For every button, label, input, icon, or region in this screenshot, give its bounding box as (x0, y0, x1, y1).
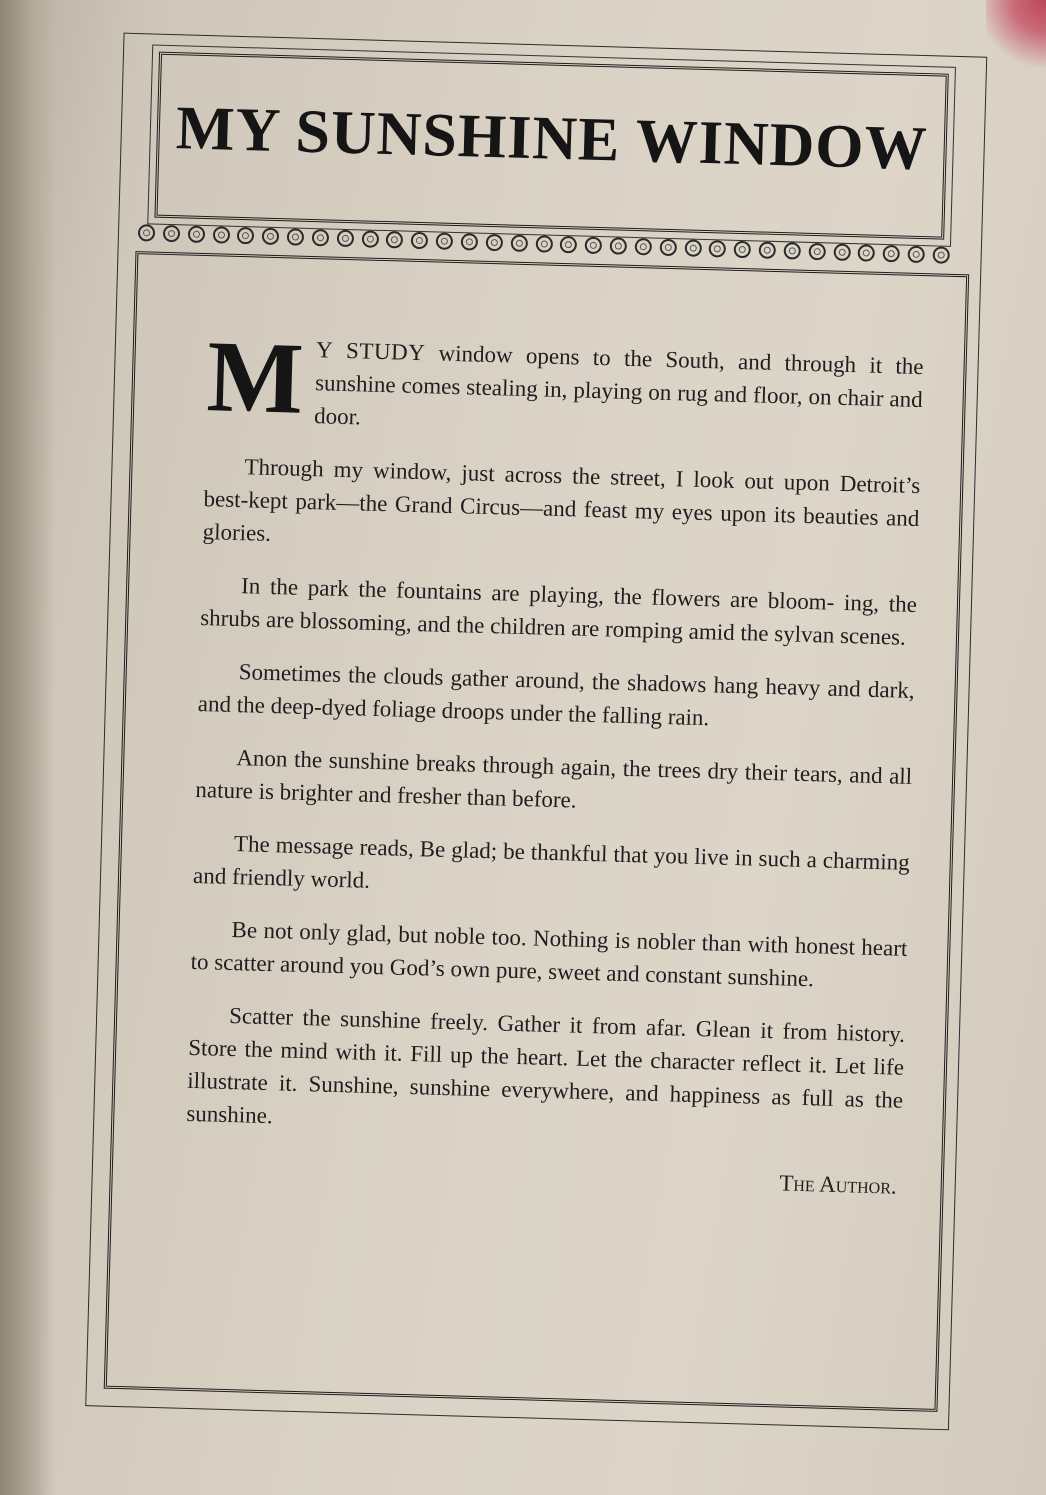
ring-ornament-icon (908, 245, 925, 262)
ring-ornament-icon (535, 235, 552, 252)
ring-ornament-icon (833, 243, 850, 260)
ring-ornament-icon (610, 237, 627, 254)
paragraph-lead-words: Y STUDY (315, 337, 426, 366)
ring-ornament-icon (808, 242, 825, 259)
essay-text (185, 320, 925, 1203)
paragraph-4: Sometimes the clouds gather around, the shadows hang heavy and dark, and the deep-dyed foliage droops under the falling rain. (197, 659, 915, 731)
ring-ornament-icon (858, 244, 875, 261)
paragraph-3: In the park the fountains are playing, the flowers are bloom- ing, the shrubs are blossoming, and the children are romping amid the sylvan scenes. (199, 573, 918, 650)
paragraph-7: Be not only glad, but noble too. Nothing is nobler than with honest heart to scatter around you God’s own pure, sweet and constant sunshine. (190, 917, 908, 992)
ring-ornament-icon (510, 234, 527, 251)
ring-ornament-icon (709, 240, 726, 257)
paragraph-5: Anon the sunshine breaks through again, the trees dry their tears, and all nature is brighter and fresher than before. (195, 745, 913, 813)
ring-ornament-icon (759, 241, 776, 258)
ring-ornament-icon (237, 226, 254, 243)
ring-ornament-icon (336, 229, 353, 246)
author-signature: The Author. (779, 1170, 898, 1199)
ring-ornament-icon (163, 224, 180, 241)
ring-ornament-icon (560, 235, 577, 252)
ring-ornament-icon (461, 233, 478, 250)
ring-ornament-icon (312, 228, 329, 245)
ring-ornament-icon (262, 227, 279, 244)
ring-ornament-icon (932, 246, 949, 263)
ring-ornament-icon (783, 242, 800, 259)
ring-ornament-icon (187, 225, 204, 242)
ring-ornament-icon (585, 236, 602, 253)
ring-ornament-icon (734, 240, 751, 257)
ring-ornament-icon (386, 231, 403, 248)
ring-ornament-icon (411, 231, 428, 248)
paragraph-2: Through my window, just across the street, I look out upon Detroit’s best-kept park—the Grand Circus—and feast my eyes upon its beauties and glories. (202, 454, 921, 546)
drop-cap-letter: M (205, 320, 305, 436)
paragraph-6: The message reads, Be glad; be thankful that you live in such a charming and friendly world. (192, 831, 911, 893)
ring-ornament-icon (684, 239, 701, 256)
ring-ornament-icon (659, 238, 676, 255)
ring-ornament-icon (138, 224, 155, 241)
title-box (154, 52, 948, 240)
ring-ornament-icon (485, 233, 502, 250)
page-title: MY SUNSHINE WINDOW (175, 94, 929, 184)
ring-ornament-icon (436, 232, 453, 249)
ring-ornament-icon (287, 228, 304, 245)
ring-ornament-icon (212, 226, 229, 243)
ring-ornament-icon (634, 238, 651, 255)
paragraph-text: window opens to the South, and through it the sunshine comes stealing in, playing on rug and floor, on chair and door. (313, 340, 924, 430)
paragraph-1 (205, 320, 924, 449)
ring-ornament-icon (361, 230, 378, 247)
ring-ornament-icon (883, 244, 900, 261)
paragraph-8: Scatter the sunshine freely. Gather it from afar. Glean it from history. Store the mind with it. Fill up the heart. Let the character reflect it. Let life illustrate it. Sunshine, sunshine everywhere, and happiness as full as the sunshine. (186, 1002, 906, 1129)
body-text-box (104, 251, 969, 1412)
